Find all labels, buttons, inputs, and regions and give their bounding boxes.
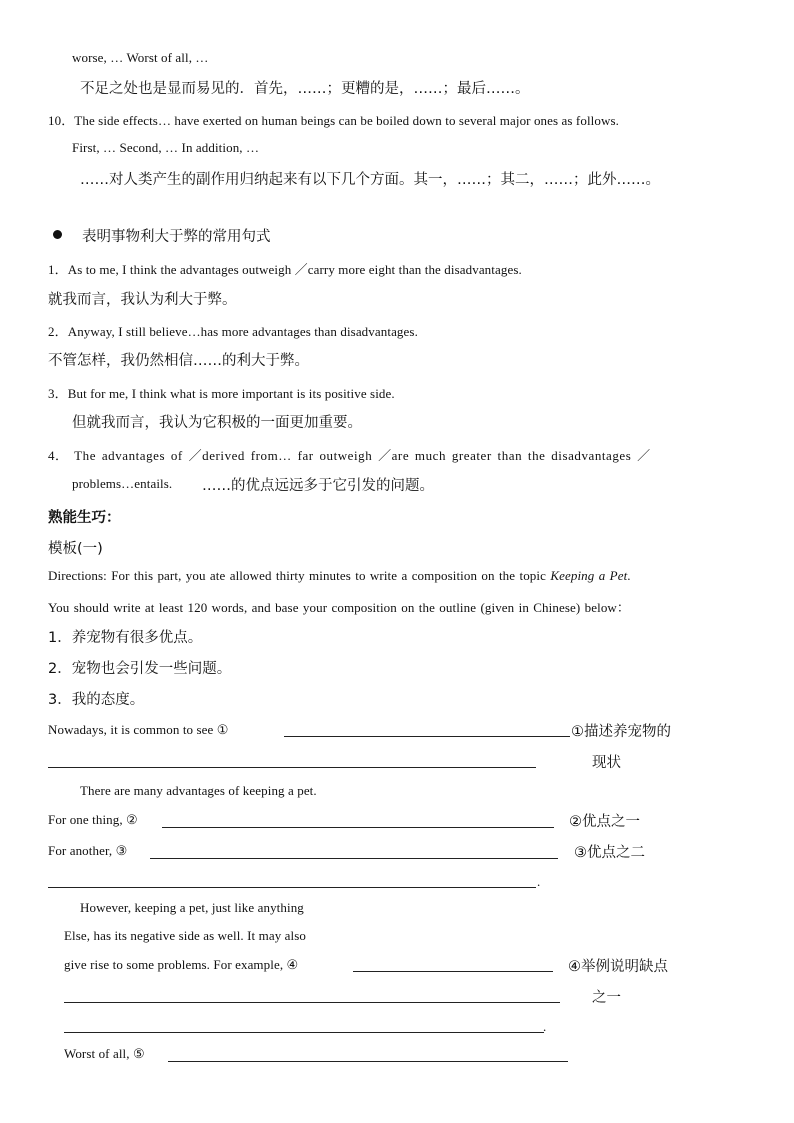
note-4-continued: 之一: [592, 990, 621, 1006]
note-2: ②优点之一: [569, 814, 640, 830]
item9-chinese: 不足之处也是显而易见的．首先，……；更糟的是，……；最后……。: [80, 81, 530, 97]
sentence1-chinese: 就我而言，我认为利大于弊。: [48, 292, 237, 308]
worst-of-all: Worst of all, ⑤: [64, 1046, 145, 1061]
nowadays-prompt: Nowadays, it is common to see ①: [48, 722, 229, 737]
item10-english-line2: First, … Second, … In addition, …: [72, 140, 260, 155]
topic-title: Keeping a Pet: [550, 568, 628, 583]
for-another: For another, ③: [48, 843, 128, 858]
blank-4[interactable]: [353, 971, 553, 972]
note-3: ③优点之二: [574, 845, 645, 861]
sentence1-english: 1．As to me, I think the advantages outweigh ／carry more eight than the disadvantages.: [48, 262, 522, 277]
blank-4-continued-2[interactable]: [64, 1032, 544, 1033]
directions-line1: Directions: For this part, you ate allowed thirty minutes to write a composition on the topic Keeping a Pet.: [48, 568, 631, 583]
section-heading: 表明事物利大于弊的常用句式: [82, 229, 271, 245]
note-4: ④举例说明缺点: [568, 959, 668, 975]
sentence3-chinese: 但就我而言，我认为它积极的一面更加重要。: [72, 415, 362, 431]
however-line2: Else, has its negative side as well. It may also: [64, 928, 306, 943]
outline-item-1: 1．养宠物有很多优点。: [48, 630, 203, 646]
directions-line2: You should write at least 120 words, and base your composition on the outline (given in Chinese) below：: [48, 600, 631, 615]
template-title: 模板(一): [48, 541, 103, 557]
blank-1[interactable]: [284, 736, 570, 737]
sentence4-english: 4． The advantages of ／derived from… far outweigh ／are much greater than the disadvantages ／: [48, 448, 651, 463]
blank-1-continued[interactable]: [48, 767, 536, 768]
note-1: ①描述养宠物的: [571, 724, 671, 740]
blank-5[interactable]: [168, 1061, 568, 1062]
outline-item-3: 3．我的态度。: [48, 692, 145, 708]
for-one-thing: For one thing, ②: [48, 812, 138, 827]
blank-2[interactable]: [162, 827, 554, 828]
item9-english-tail: worse, … Worst of all, …: [72, 50, 209, 65]
however-line3: give rise to some problems. For example, ④: [64, 957, 299, 972]
bullet-icon: [53, 230, 62, 239]
note-1-continued: 现状: [592, 755, 621, 771]
blank-4-continued[interactable]: [64, 1002, 560, 1003]
blank-3-continued[interactable]: [48, 887, 536, 888]
sentence2-chinese: 不管怎样，我仍然相信……的利大于弊。: [48, 353, 309, 369]
sentence4-english-line2: problems…entails.: [72, 476, 173, 491]
sentence4-chinese: ……的优点远远多于它引发的问题。: [202, 478, 434, 494]
however-line1: However, keeping a pet, just like anything: [80, 900, 304, 915]
sentence3-english: 3．But for me, I think what is more important is its positive side.: [48, 386, 395, 401]
outline-item-2: 2．宠物也会引发一些问题。: [48, 661, 232, 677]
blank-3[interactable]: [150, 858, 558, 859]
advantages-intro: There are many advantages of keeping a pet.: [80, 783, 317, 798]
sentence2-english: 2．Anyway, I still believe…has more advantages than disadvantages.: [48, 324, 418, 339]
item10-english-line1: 10．The side effects… have exerted on human beings can be boiled down to several major ones as follows.: [48, 113, 619, 128]
period-4: .: [543, 1019, 547, 1034]
practice-heading: 熟能生巧：: [48, 510, 121, 526]
period-3: .: [537, 874, 541, 889]
item10-chinese: ……对人类产生的副作用归纳起来有以下几个方面。其一，……；其二，……；此外……。: [80, 172, 660, 188]
